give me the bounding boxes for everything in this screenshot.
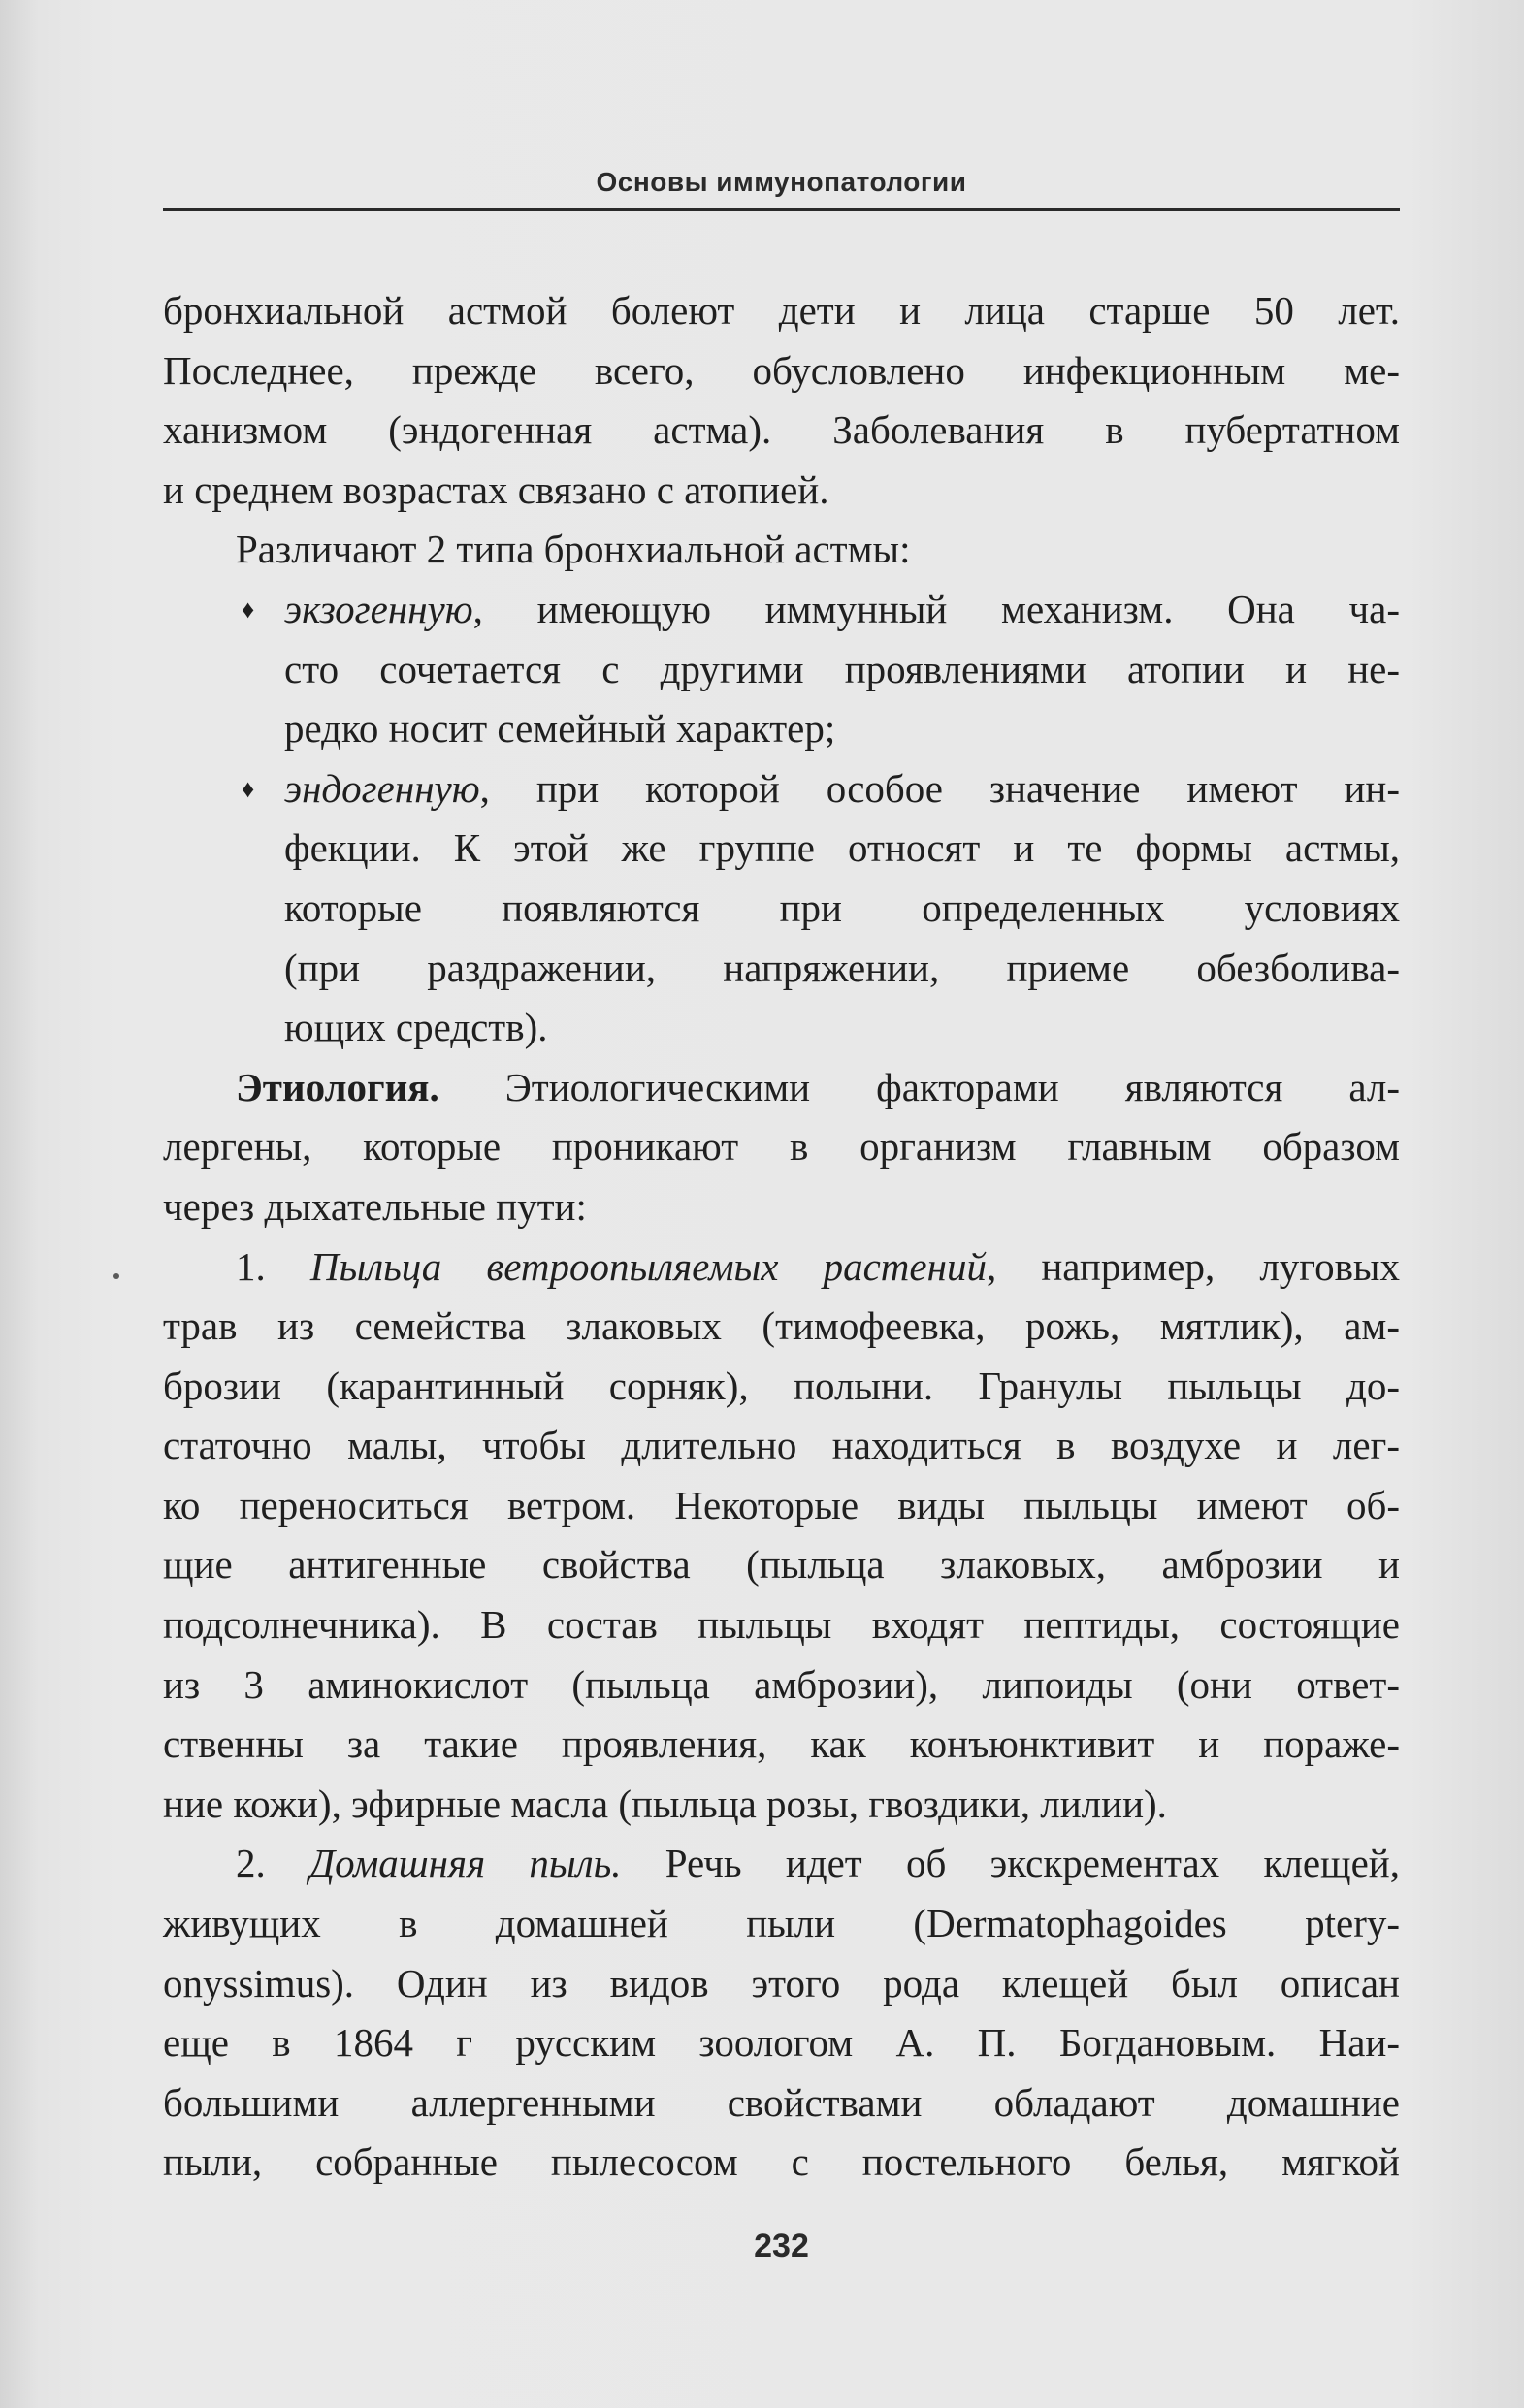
- margin-speck: [113, 1273, 119, 1279]
- text-line: [163, 1237, 1400, 1298]
- text-line: (при раздражении, напряжении, приеме обезболива-: [284, 945, 1400, 990]
- text-line: и среднем возрастах связано с атопией.: [163, 466, 829, 512]
- item-number: 1.: [236, 1243, 310, 1289]
- text-line: [163, 1058, 1400, 1118]
- emphasis-term: Домашняя пыль.: [309, 1841, 622, 1886]
- text-line: щие антигенные свойства (пыльца злаковых, амброзии и: [163, 1542, 1400, 1588]
- text-line: ние кожи), эфирные масла (пыльца розы, гвоздики, лилии).: [163, 1781, 1167, 1826]
- text-line: [163, 759, 1400, 819]
- item-number: 2.: [236, 1841, 310, 1886]
- text-line: лергены, которые проникают в организм главным образом: [163, 1124, 1400, 1170]
- running-header: Основы иммунопатологии: [596, 167, 967, 197]
- emphasis-term: Пыльца ветроопыляемых растений: [309, 1243, 987, 1289]
- text-line: трав из семейства злаковых (тимофеевка, рожь, мятлик), ам-: [163, 1303, 1400, 1349]
- text-line: фекции. К этой же группе относят и те формы астмы,: [284, 825, 1400, 871]
- text-line: ханизмом (эндогенная астма). Заболевания в пубертатном: [163, 407, 1400, 453]
- text-line: Последнее, прежде всего, обусловлено инфекционным ме-: [163, 347, 1400, 393]
- text-line: редко носит семейный характер;: [284, 706, 836, 752]
- section-heading: Этиология.: [236, 1064, 439, 1109]
- header-rule: [163, 208, 1400, 211]
- text-fragment: , например, луговых: [986, 1243, 1400, 1289]
- text-line: пыли, собранные пылесосом с постельного белья, мягкой: [163, 2139, 1400, 2185]
- text-line: брозии (карантинный сорняк), полыни. Гранулы пыльцы до-: [163, 1363, 1400, 1408]
- text-line: из 3 аминокислот (пыльца амброзии), липоиды (они ответ-: [163, 1661, 1400, 1707]
- text-line: большими аллергенными свойствами обладают домашние: [163, 2079, 1400, 2125]
- emphasis-term: экзогенную: [284, 586, 473, 631]
- bullet-item-endogenous: [163, 759, 1400, 1058]
- text-line: [163, 1834, 1400, 1894]
- bullet-diamond-icon: ♦: [242, 774, 255, 803]
- text-line: [163, 580, 1400, 640]
- text-line: сто сочетается с другими проявлениями атопии и не-: [284, 646, 1400, 691]
- text-line: ющих средств).: [284, 1005, 548, 1050]
- text-line: onyssimus). Один из видов этого рода клещей был описан: [163, 1960, 1400, 2006]
- bullet-item-exogenous: [163, 580, 1400, 759]
- body-text: [163, 281, 1400, 2193]
- text-fragment: , при которой особое значение имеют ин-: [479, 765, 1400, 811]
- text-line: через дыхательные пути:: [163, 1183, 587, 1229]
- text-line: ственны за такие проявления, как конъюнктивит и пораже-: [163, 1721, 1400, 1767]
- text-line: Различают 2 типа бронхиальной астмы:: [236, 527, 911, 572]
- emphasis-term: эндогенную: [284, 765, 480, 811]
- text-line: подсолнечника). В состав пыльцы входят пептиды, состоящие: [163, 1602, 1400, 1648]
- text-fragment: Этиологическими факторами являются ал-: [438, 1064, 1400, 1109]
- text-line: которые появляются при определенных условиях: [284, 884, 1400, 930]
- bullet-diamond-icon: ♦: [242, 594, 255, 624]
- page-number: 232: [754, 2228, 809, 2264]
- text-line: ко переноситься ветром. Некоторые виды пыльцы имеют об-: [163, 1482, 1400, 1527]
- text-line: статочно малы, чтобы длительно находиться в воздухе и лег-: [163, 1423, 1400, 1468]
- text-line: живущих в домашней пыли (Dermatophagoides ptery-: [163, 1901, 1400, 1946]
- text-line: еще в 1864 г русским зоологом А. П. Богдановым. Наи-: [163, 2020, 1400, 2066]
- text-fragment: Речь идет об экскрементах клещей,: [621, 1841, 1400, 1886]
- text-line: бронхиальной астмой болеют дети и лица старше 50 лет.: [163, 288, 1400, 333]
- text-fragment: , имеющую иммунный механизм. Она ча-: [472, 586, 1400, 631]
